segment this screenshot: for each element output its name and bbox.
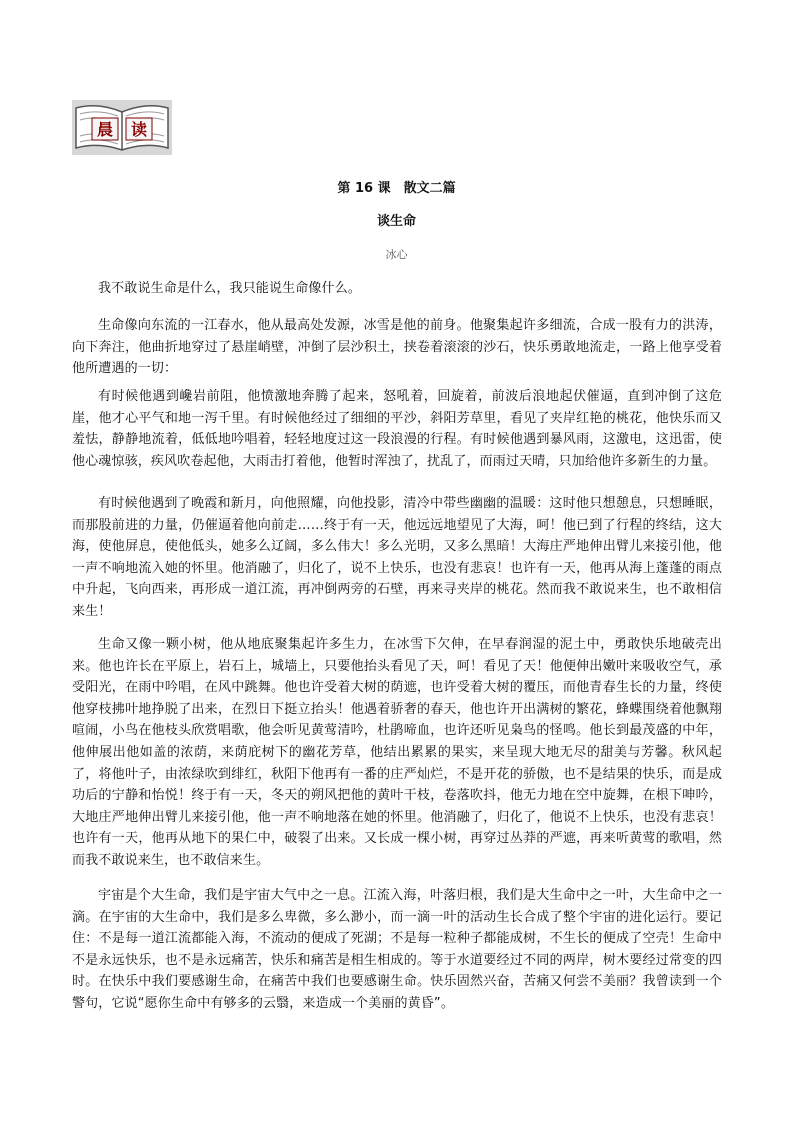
logo-char-1: 晨	[96, 120, 114, 139]
paragraph-3: 有时候他遇到巉岩前阻，他愤激地奔腾了起来，怒吼着，回旋着，前波后浪地起伏催逼，直到冲倒了这危崖，他才心平气和地一泻千里。有时候他经过了细细的平沙，斜阳芳草里，看见了夹岸红艳的桃花，他快乐而又羞怯，静静地流着，低低地吟唱着，轻轻地度过这一段浪漫的行程。有时候他遇到暴风雨，这激电，这迅雷，使他心魂惊骇，疾风吹卷起他，大雨击打着他，他暂时浑浊了，扰乱了，而雨过天晴，只加给他许多新生的力量。	[72, 389, 722, 469]
logo-char-2: 读	[130, 120, 148, 139]
paragraph-4: 有时候他遇到了晚霞和新月，向他照耀，向他投影，清冷中带些幽幽的温暖：这时他只想憩息，只想睡眠，而那股前进的力量，仍催逼着他向前走……终于有一天，他远远地望见了大海，呵！他已到了行程的终结，这大海，使他屏息，使他低头，她多么辽阔，多么伟大！多么光明，又多么黑暗！大海庄严地伸出臂儿来接引他，他一声不响地流入她的怀里。他消融了，归化了，说不上快乐，也没有悲哀！也许有一天，他再从海上蓬蓬的雨点中升起，飞向西来，再形成一道江流，再冲倒两旁的石壁，再来寻夹岸的桃花。然而我不敢说来生，也不敢相信来生！	[72, 496, 722, 619]
book-icon	[72, 100, 172, 155]
chendu-logo	[72, 100, 172, 155]
paragraph-5: 生命又像一颗小树，他从地底聚集起许多生力，在冰雪下欠伸，在早春润湿的泥土中，勇敢快乐地破壳出来。他也许长在平原上，岩石上，城墙上，只要他抬头看见了天，呵！看见了天！他便伸出嫩叶来吸收空气，承受阳光，在雨中吟唱，在风中跳舞。他也许受着大树的荫遮，也许受着大树的覆压，而他青春生长的力量，终使他穿枝拂叶地挣脱了出来，在烈日下挺立抬头！他遇着骄奢的春天，他也许开出满树的繁花，蜂蝶围绕着他飘翔喧闹，小鸟在他枝头欣赏唱歌，他会听见黄莺清吟，杜鹃啼血，也许还听见枭鸟的怪鸣。他长到最茂盛的中年，他伸展出他如盖的浓荫，来荫庇树下的幽花芳草，他结出累累的果实，来呈现大地无尽的甜美与芳馨。秋风起了，将他叶子，由浓绿吹到绯红，秋阳下他再有一番的庄严灿烂，不是开花的骄傲，也不是结果的快乐，而是成功后的宁静和怡悦！终于有一天，冬天的朔风把他的黄叶干枝，卷落吹抖，他无力地在空中旋舞，在根下呻吟，大地庄严地伸出臂儿来接引他，他一声不响地落在她的怀里。他消融了，归化了，他说不上快乐，也没有悲哀！也许有一天，他再从地下的果仁中，破裂了出来。又长成一棵小树，再穿过丛莽的严遮，再来听黄莺的歌唱，然而我不敢说来生，也不敢信来生。	[72, 637, 722, 868]
paragraph-2: 生命像向东流的一江春水，他从最高处发源，冰雪是他的前身。他聚集起许多细流，合成一股有力的洪涛，向下奔注，他曲折地穿过了悬崖峭壁，冲倒了层沙积土，挟卷着滚滚的沙石，快乐勇敢地流走，一路上他享受着他所遭遇的一切：	[72, 318, 722, 377]
author-name: 冰心	[385, 248, 408, 261]
paragraph-6: 宇宙是个大生命，我们是宇宙大气中之一息。江流入海，叶落归根，我们是大生命中之一叶，大生命中之一滴。在宇宙的大生命中，我们是多么卑微，多么渺小，而一滴一叶的活动生长合成了整个宇宙的进化运行。要记住：不是每一道江流都能入海，不流动的便成了死湖；不是每一粒种子都能成树，不生长的便成了空壳！生命中不是永远快乐，也不是永远痛苦，快乐和痛苦是相生相成的。等于水道要经过不同的两岸，树木要经过常变的四时。在快乐中我们要感谢生命，在痛苦中我们也要感谢生命。快乐固然兴奋，苦痛又何尝不美丽？我曾读到一个警句，它说“愿你生命中有够多的云翳，来造成一个美丽的黄昏”。	[72, 888, 722, 1011]
essay-title: 谈生命	[376, 214, 416, 229]
paragraph-1: 我不敢说生命是什么，我只能说生命像什么。	[98, 281, 362, 296]
lesson-title: 第 16 课 散文二篇	[337, 181, 456, 196]
